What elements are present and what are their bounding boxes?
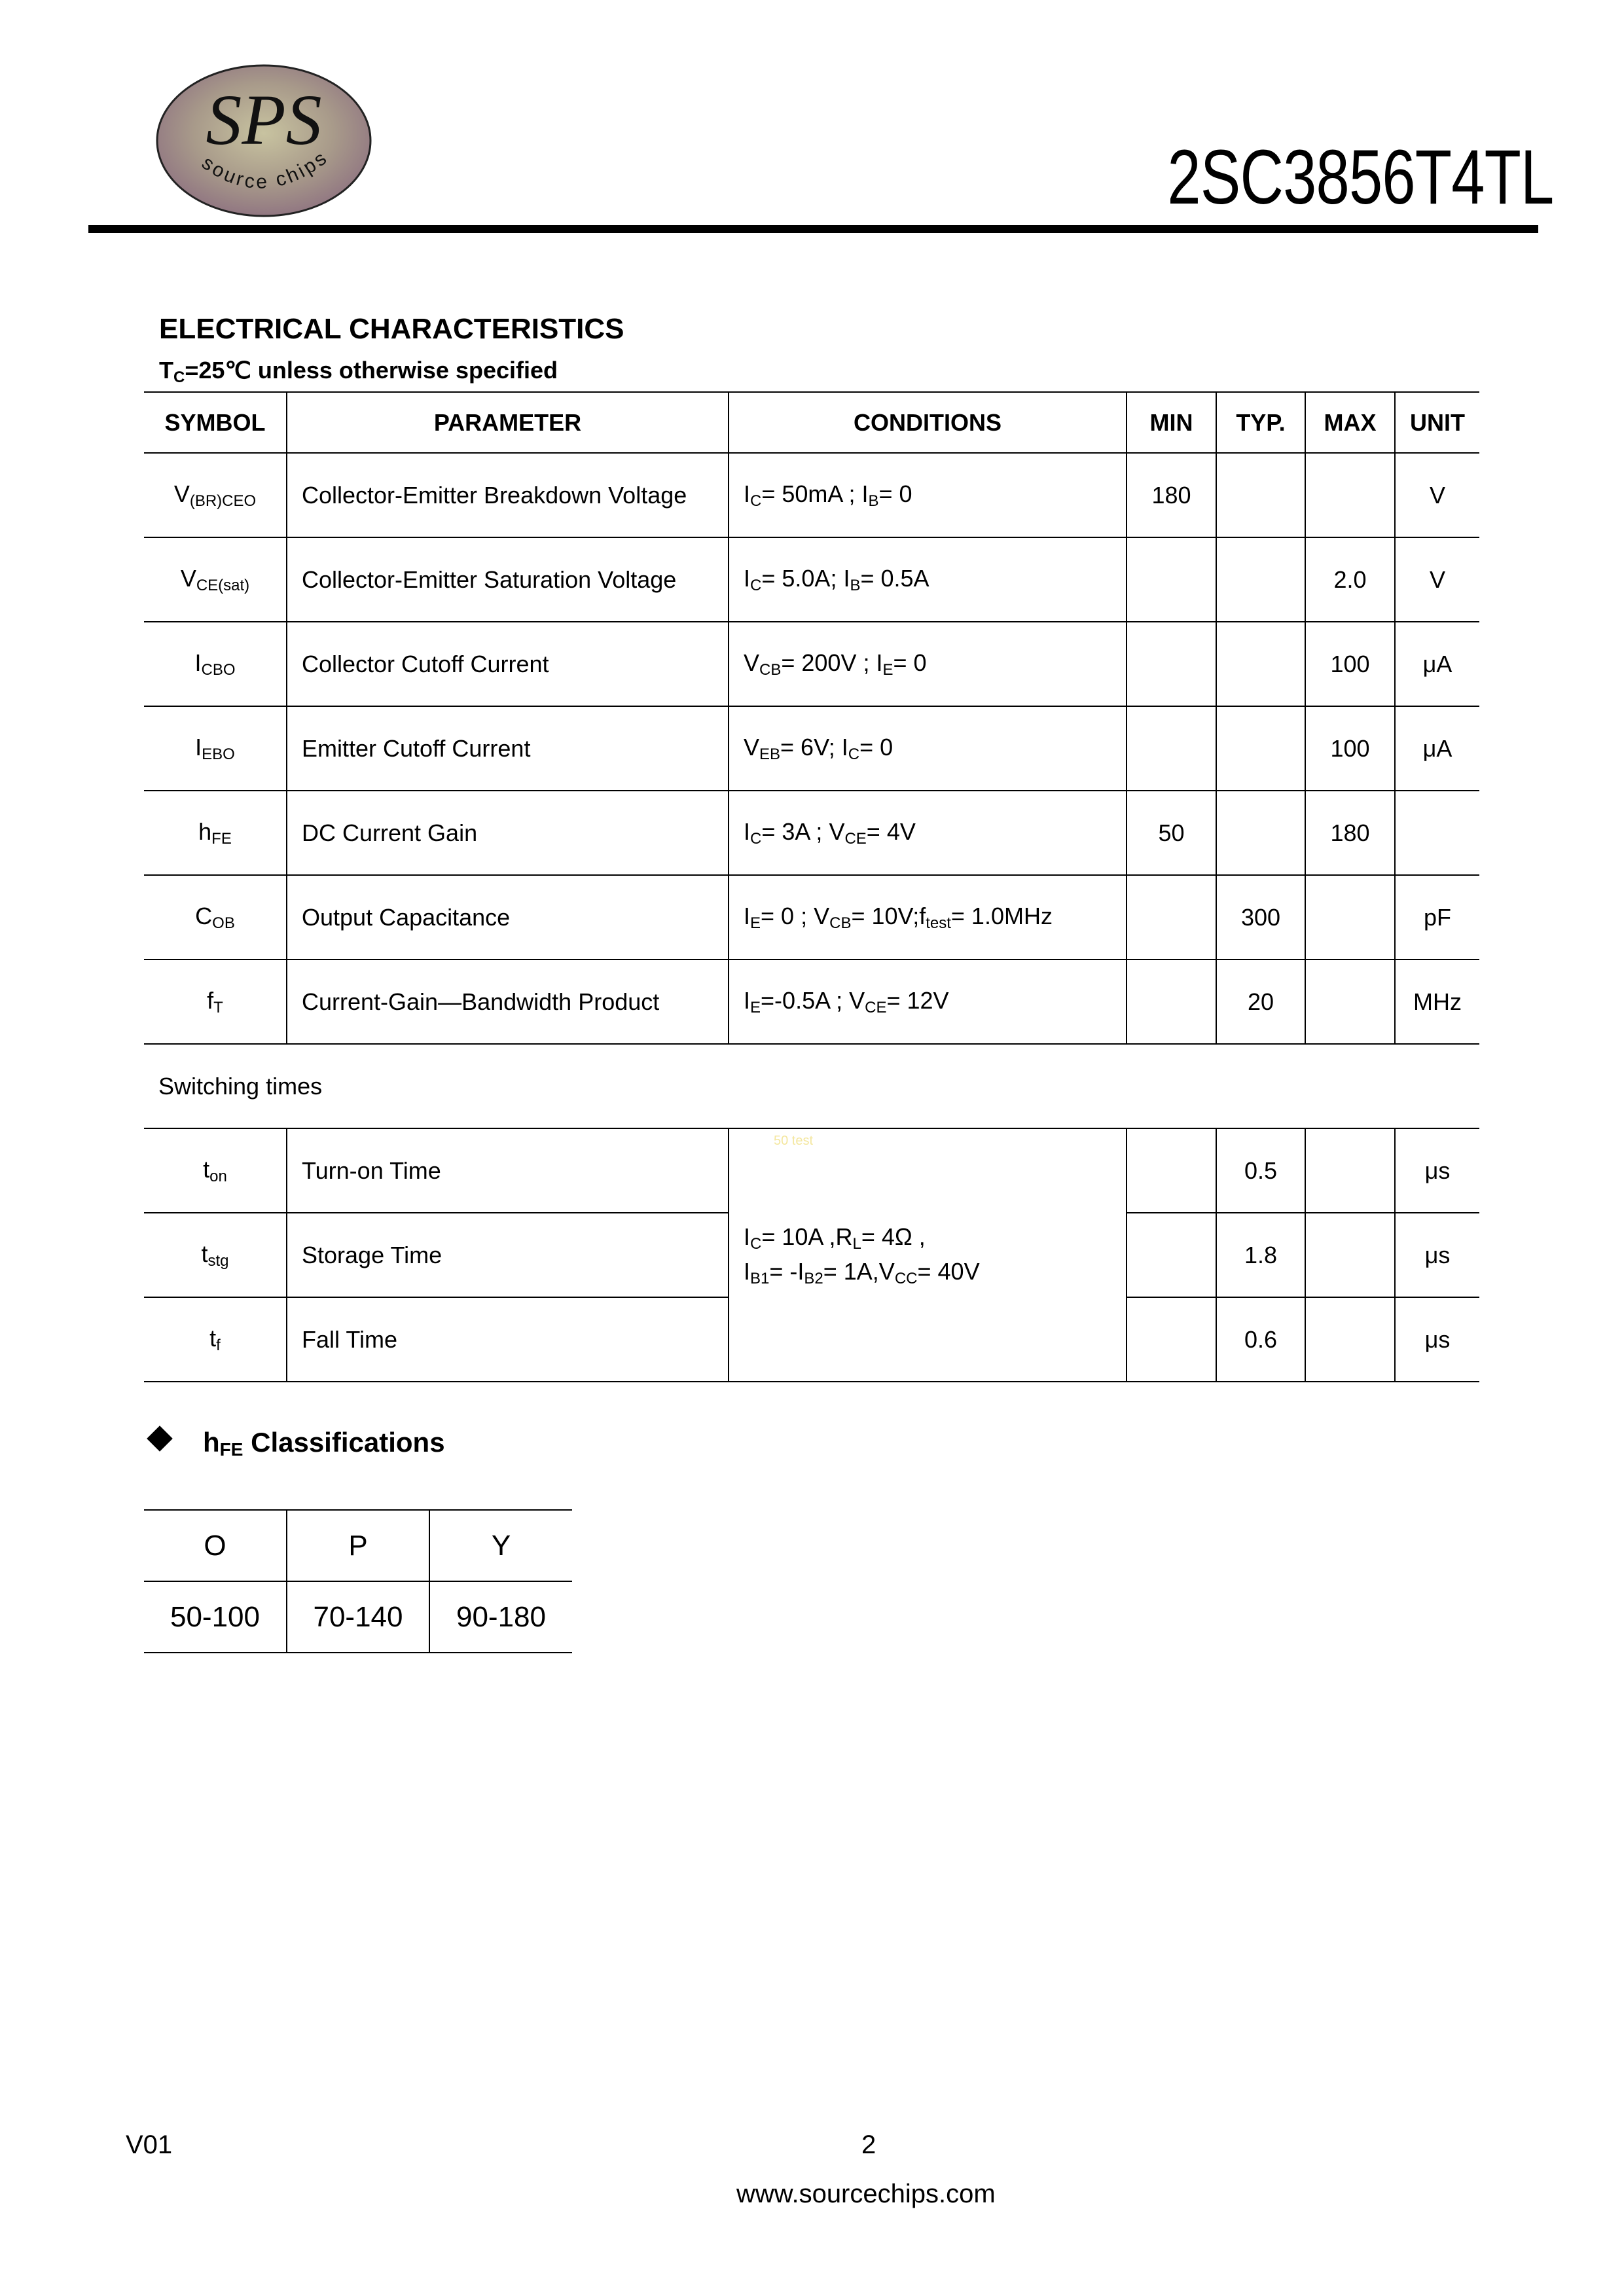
sps-logo: [154, 62, 373, 219]
conditions-cell: $I_E=-0.5A$ ; $V_{CE}= 12V$: [729, 960, 1127, 1044]
unit-cell: μs: [1395, 1128, 1479, 1213]
unit-cell: V: [1395, 453, 1479, 537]
unit-cell: V: [1395, 537, 1479, 622]
header-min: MIN: [1127, 392, 1216, 453]
max-cell: [1305, 875, 1395, 960]
conditions-cell: $V_{CB}= 200V$ ; $I_E= 0$: [729, 622, 1127, 706]
min-cell: [1127, 960, 1216, 1044]
hfe-range-p: 70-140: [287, 1581, 429, 1653]
typ-cell: 0.5: [1216, 1128, 1305, 1213]
unit-cell: μs: [1395, 1297, 1479, 1382]
unit-cell: [1395, 791, 1479, 875]
symbol-cell: $V_{CE(sat)}$: [144, 537, 287, 622]
typ-cell: 1.8: [1216, 1213, 1305, 1297]
logo-tagline: source chips: [198, 146, 333, 193]
header-unit: UNIT: [1395, 392, 1479, 453]
parameter-cell: Storage Time: [287, 1213, 729, 1297]
symbol-cell: $t_{on}$: [144, 1128, 287, 1213]
unit-cell: MHz: [1395, 960, 1479, 1044]
max-cell: 100: [1305, 622, 1395, 706]
max-cell: 2.0: [1305, 537, 1395, 622]
website-link[interactable]: www.sourcechips.com: [736, 2179, 996, 2208]
faint-mark: 50 test: [774, 1134, 814, 1148]
conditions-cell: $V_{EB}= 6V$; $I_C= 0$: [729, 706, 1127, 791]
min-cell: [1127, 537, 1216, 622]
max-cell: 180: [1305, 791, 1395, 875]
test-condition-note: $T_C=25℃$ unless otherwise specified: [159, 357, 558, 386]
symbol-cell: $t_f$: [144, 1297, 287, 1382]
section-title: ELECTRICAL CHARACTERISTICS: [159, 313, 624, 345]
max-cell: [1305, 1297, 1395, 1382]
header-max: MAX: [1305, 392, 1395, 453]
diamond-bullet-icon: [147, 1426, 173, 1452]
table-row: [144, 875, 1479, 960]
unit-cell: μA: [1395, 706, 1479, 791]
symbol-cell: $I_{EBO}$: [144, 706, 287, 791]
conditions-cell: $I_C= 3A$ ; $V_{CE}= 4V$: [729, 791, 1127, 875]
table-row: [144, 622, 1479, 706]
typ-cell: [1216, 537, 1305, 622]
table-header-row: [144, 392, 1479, 453]
switching-times-label: Switching times: [144, 1044, 1479, 1128]
hfe-classification-table: [144, 1509, 572, 1653]
table-row: [144, 960, 1479, 1044]
header-symbol: SYMBOL: [144, 392, 287, 453]
hfe-class-y: Y: [429, 1510, 572, 1581]
min-cell: [1127, 622, 1216, 706]
table-row: [144, 453, 1479, 537]
typ-cell: 20: [1216, 960, 1305, 1044]
header-typ: TYP.: [1216, 392, 1305, 453]
conditions-cell: $I_C= 5.0A$; $I_B= 0.5A$: [729, 537, 1127, 622]
symbol-cell: $h_{FE}$: [144, 791, 287, 875]
switching-condition-line: $I_{B1}= -I_{B2}= 1A,V_{CC}= 40V$: [744, 1257, 980, 1287]
header-conditions: CONDITIONS: [729, 392, 1127, 453]
symbol-cell: $t_{stg}$: [144, 1213, 287, 1297]
header-rule: [88, 225, 1538, 233]
symbol-cell: $C_{OB}$: [144, 875, 287, 960]
logo-text: SPS: [206, 80, 322, 160]
table-row: [144, 1510, 572, 1581]
switching-condition-line: $I_C= 10A$ $,R_L= 4\Omega$ ,: [744, 1223, 926, 1253]
unit-cell: μA: [1395, 622, 1479, 706]
parameter-cell: Output Capacitance: [287, 875, 729, 960]
parameter-cell: Current-Gain—Bandwidth Product: [287, 960, 729, 1044]
min-cell: [1127, 1128, 1216, 1213]
min-cell: [1127, 1213, 1216, 1297]
typ-cell: [1216, 453, 1305, 537]
typ-cell: [1216, 791, 1305, 875]
parameter-cell: Turn-on Time: [287, 1128, 729, 1213]
switching-conditions-cell: [729, 1128, 1127, 1382]
parameter-cell: Collector-Emitter Saturation Voltage: [287, 537, 729, 622]
max-cell: [1305, 1128, 1395, 1213]
symbol-cell: $f_T$: [144, 960, 287, 1044]
parameter-cell: Fall Time: [287, 1297, 729, 1382]
parameter-cell: DC Current Gain: [287, 791, 729, 875]
hfe-range-o: 50-100: [144, 1581, 287, 1653]
max-cell: 100: [1305, 706, 1395, 791]
max-cell: [1305, 1213, 1395, 1297]
min-cell: 180: [1127, 453, 1216, 537]
min-cell: [1127, 875, 1216, 960]
parameter-cell: Collector-Emitter Breakdown Voltage: [287, 453, 729, 537]
switching-times-row: [144, 1044, 1479, 1128]
typ-cell: 300: [1216, 875, 1305, 960]
hfe-classifications-heading: $h_{FE}$ Classifications: [145, 1427, 445, 1460]
page-number: 2: [861, 2130, 876, 2159]
min-cell: [1127, 706, 1216, 791]
unit-cell: pF: [1395, 875, 1479, 960]
table-row: [144, 706, 1479, 791]
symbol-cell: $V_{(BR)CEO}$: [144, 453, 287, 537]
version-label: V01: [126, 2130, 173, 2159]
hfe-range-y: 90-180: [429, 1581, 572, 1653]
min-cell: [1127, 1297, 1216, 1382]
max-cell: [1305, 960, 1395, 1044]
conditions-cell: $I_C= 50mA$ ; $I_B= 0$: [729, 453, 1127, 537]
hfe-class-p: P: [287, 1510, 429, 1581]
hfe-class-o: O: [144, 1510, 287, 1581]
header-parameter: PARAMETER: [287, 392, 729, 453]
table-row: [144, 537, 1479, 622]
unit-cell: μs: [1395, 1213, 1479, 1297]
min-cell: 50: [1127, 791, 1216, 875]
parameter-cell: Collector Cutoff Current: [287, 622, 729, 706]
max-cell: [1305, 453, 1395, 537]
typ-cell: 0.6: [1216, 1297, 1305, 1382]
parameter-cell: Emitter Cutoff Current: [287, 706, 729, 791]
typ-cell: [1216, 706, 1305, 791]
table-row: [144, 791, 1479, 875]
part-number: 2SC3856T4TL: [1166, 134, 1553, 221]
conditions-cell: $I_E= 0$ ; $V_{CB}=$ $10V;f_{test}= 1.0MHz$: [729, 875, 1127, 960]
table-row: [144, 1581, 572, 1653]
symbol-cell: $I_{CBO}$: [144, 622, 287, 706]
typ-cell: [1216, 622, 1305, 706]
electrical-characteristics-table: [144, 391, 1479, 1382]
